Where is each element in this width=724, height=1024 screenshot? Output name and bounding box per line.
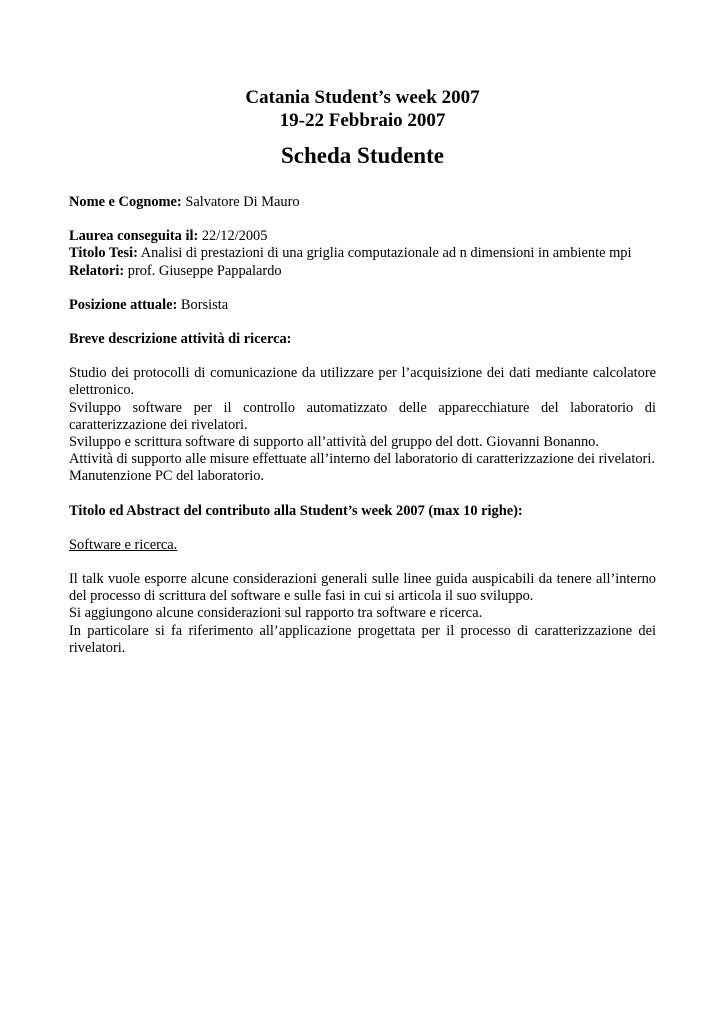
- advisors-label: Relatori:: [69, 262, 125, 279]
- degree-label: Laurea conseguita il:: [69, 228, 199, 245]
- contribution-title: Software e ricerca.: [69, 536, 178, 553]
- position-label: Posizione attuale:: [69, 296, 178, 313]
- contribution-heading: Titolo ed Abstract del contributo alla Student’s week 2007 (max 10 righe):: [69, 502, 523, 519]
- abstract-paragraph: Si aggiungono alcune considerazioni sul rapporto tra software e ricerca.: [69, 605, 483, 622]
- abstract-paragraph: In particolare si fa riferimento all’applicazione progettata per il processo di caratterizzazione dei rivelatori.: [69, 622, 656, 656]
- document-page: [69, 86, 656, 657]
- advisors-row: [69, 263, 656, 280]
- name-row: [69, 194, 656, 211]
- thesis-row: [69, 245, 656, 262]
- research-item: Sviluppo software per il controllo automatizzato delle apparecchiature del laboratorio di caratterizzazione dei rivelatori.: [69, 399, 656, 433]
- research-item: Attività di supporto alle misure effettuate all’interno del laboratorio di caratterizzazione dei rivelatori.: [69, 451, 655, 468]
- research-heading: Breve descrizione attività di ricerca:: [69, 331, 292, 348]
- position-row: [69, 297, 656, 314]
- form-title: Scheda Studente: [281, 143, 444, 168]
- degree-value: 22/12/2005: [201, 228, 268, 245]
- thesis-label: Titolo Tesi:: [69, 245, 138, 262]
- event-dates: 19-22 Febbraio 2007: [279, 110, 446, 131]
- thesis-value: Analisi di prestazioni di una griglia computazionale ad n dimensioni in ambiente mpi: [140, 245, 632, 262]
- research-list: [69, 365, 656, 485]
- student-info: [69, 194, 656, 657]
- degree-row: [69, 228, 656, 245]
- research-item: Studio dei protocolli di comunicazione da utilizzare per l’acquisizione dei dati mediante calcolatore elettronico.: [69, 365, 656, 399]
- position-value: Borsista: [180, 296, 229, 313]
- research-item: Sviluppo e scrittura software di supporto all’attività del gruppo del dott. Giovanni Bonanno.: [69, 434, 599, 451]
- name-label: Nome e Cognome:: [69, 194, 182, 210]
- abstract: [69, 571, 656, 657]
- advisors-value: prof. Giuseppe Pappalardo: [127, 262, 282, 279]
- name-value: Salvatore Di Mauro: [185, 194, 300, 210]
- event-title: Catania Student’s week 2007: [245, 87, 480, 108]
- research-item: Manutenzione PC del laboratorio.: [69, 468, 265, 485]
- abstract-paragraph: Il talk vuole esporre alcune considerazioni generali sulle linee guida auspicabili da tenere all’interno del processo di scrittura del software e sulle fasi in cui si articola il suo sviluppo.: [69, 571, 656, 605]
